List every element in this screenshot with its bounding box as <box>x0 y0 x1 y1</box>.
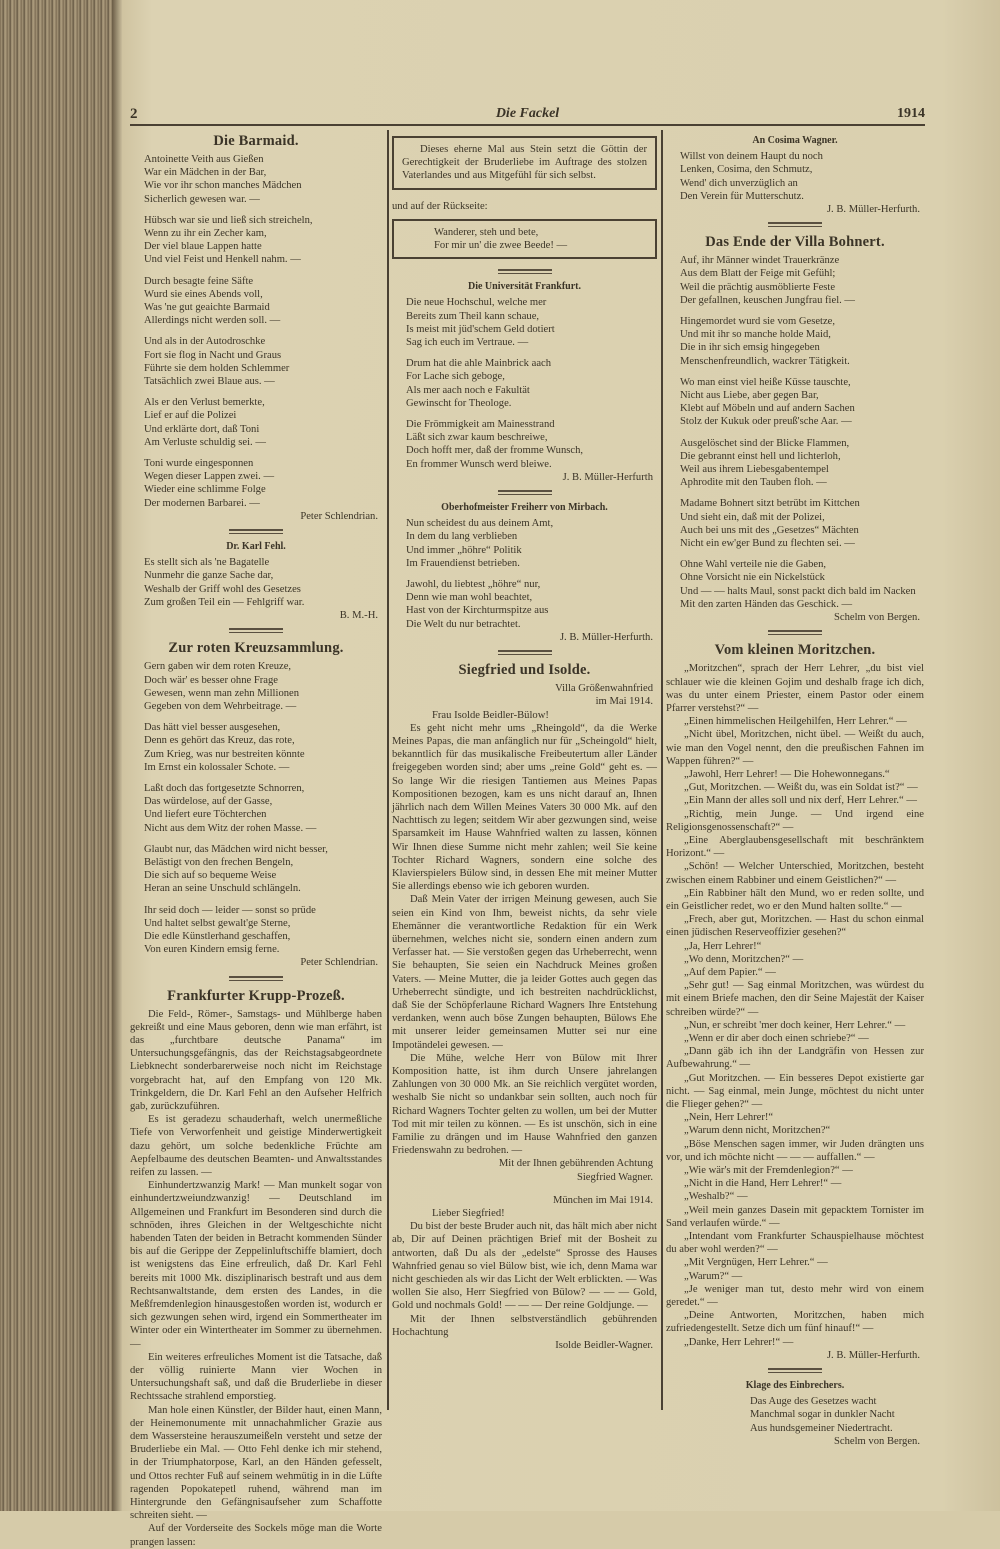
poem-line: Stolz der Kukuk oder preuß'sche Aar. — <box>680 416 852 428</box>
section-divider <box>498 650 552 655</box>
poem <box>680 1395 924 1435</box>
letter-closing <box>392 1339 653 1352</box>
poem-stanza <box>144 396 382 449</box>
closing-line: Siegfried Wagner. <box>576 1171 653 1183</box>
paragraph: „Sehr gut! — Sag einmal Moritzchen, was würdest du mit einem Briefe machen, den dir Seine Majestät der Kaiser schreiben würde?“ — <box>666 980 924 1018</box>
letter-dateline <box>392 682 653 708</box>
poem-line: Auf, ihr Männer windet Trauerkränze <box>680 255 840 267</box>
poem-line: Antoinette Veith aus Gießen <box>144 154 264 165</box>
paragraph: Die Feld-, Römer-, Samstags- und Mühlberge haben gekreißt und eine Maus geboren, denn wie man erfährt, ist das „furchtbare deutsche Panama“ im Untersuchungsgefängnis, das der Reichstagsabgeordnete Liebknecht sonderbarerweise noch nicht im Reichstage vorgebracht hat, auf den Empfang von 120 Mk. Trinkgeldern, die Dr. Karl Fehl an den Aufseher Helfrich gab, zurückzuführen. <box>130 1008 382 1112</box>
poem-line: Und immer „höhre“ Politik <box>406 544 522 556</box>
book-page-edges <box>0 0 122 1511</box>
poem-line: Gewinscht for Theologe. <box>406 397 512 409</box>
paragraph: „Wo denn, Moritzchen?“ — <box>684 953 804 965</box>
poem-line: Sag ich euch im Vertraue. — <box>406 337 529 349</box>
poem-line: Zum großen Teil ein — Fehlgriff war. <box>144 596 305 608</box>
poem-line: In dem du lang verblieben <box>406 531 518 543</box>
poem-line: Wie vor ihr schon manches Mädchen <box>144 180 302 192</box>
paragraph: „Ein Rabbiner hält den Mund, wo er reden sollte, und ein Geistlicher redet, wo er den Mund halten sollte.“ — <box>666 887 924 912</box>
poem <box>144 556 382 609</box>
paragraph: Auf der Vorderseite des Sockels möge man die Worte prangen lassen: <box>130 1523 382 1548</box>
author-signature: Schelm von Bergen. <box>833 1435 920 1447</box>
column-2 <box>392 130 657 1352</box>
letter-closing <box>392 1157 653 1183</box>
author-signature: Peter Schlendrian. <box>300 510 378 522</box>
poem-line: Die gebrannt einst hell und lichterloh, <box>680 450 841 462</box>
inscription-text: Dieses eherne Mal aus Stein setzt die Göttin der Gerechtigkeit der Bruderliebe im Auftrage des stolzen Vaterlandes und aus Mitgefühl für sich selbst. <box>402 144 647 182</box>
poem-line: Lief er auf die Polizei <box>144 410 237 422</box>
poem-line: Toni wurde eingesponnen <box>144 458 254 470</box>
paragraph: „Schön! — Welcher Unterschied, Moritzchen, besteht zwischen einem Rabbiner und einem Geistlichen?“ — <box>666 861 924 886</box>
paragraph: „Intendant vom Frankfurter Schauspielhause möchtest du aber wohl werden?“ — <box>666 1231 924 1256</box>
poem-stanza <box>406 296 657 349</box>
poem-line: Aus dem Blatt der Feige mit Gefühl; <box>680 268 836 280</box>
boxed-inscription <box>392 136 657 190</box>
paragraph: „Nicht in die Hand, Herr Lehrer!“ — <box>684 1178 842 1190</box>
poem-line: Als er den Verlust bemerkte, <box>144 397 265 409</box>
section-divider <box>498 490 552 495</box>
poem-line: Fort sie flog in Nacht und Graus <box>144 349 282 361</box>
poem <box>144 153 382 510</box>
poem-line: Ohne Wahl verteile nie die Gaben, <box>680 559 827 571</box>
section-divider <box>768 222 822 227</box>
poem-stanza <box>144 556 382 609</box>
paragraph: Es ist geradezu schauderhaft, welch unermeßliche Tiefe von Verworfenheit und geistige Minderwertigkeit dazu gehört, um solche bedenkliche Früchte am Aepfelbaume des deutschen Beamten- und Anwaltsstandes reifen zu lassen. — <box>130 1114 382 1178</box>
poem-stanza <box>406 418 657 471</box>
poem-line: Tatsächlich zwei Blaue aus. — <box>144 376 275 388</box>
poem-line: Von euren Kindern emsig ferne. <box>144 944 280 956</box>
poem-line: Denn es gehört das Kreuz, das rote, <box>144 735 295 747</box>
poem-stanza <box>144 335 382 388</box>
paragraph: „Weil mein ganzes Dasein mit gepacktem Tornister im Sand verlaufen würde.“ — <box>666 1204 924 1229</box>
author-signature: B. M.-H. <box>339 610 378 622</box>
poem-line: Läßt sich zwar kaum beschreiwe, <box>406 432 548 444</box>
paragraph: „Böse Menschen sagen immer, wir Juden drängten uns vor, und ich möchte nicht — — — auffallen.“ — <box>666 1138 924 1163</box>
poem-stanza <box>680 150 924 203</box>
article-title: Zur roten Kreuzsammlung. <box>168 640 344 657</box>
paragraph: „Nicht übel, Moritzchen, nicht übel. — Weißt du auch, wie man den Vogel nennt, den die preußischen Fahnen im Wappen führen?“ — <box>666 729 924 767</box>
poem-stanza <box>750 1395 924 1435</box>
poem-line: Aphrodite mit den Tauben floh. — <box>680 477 827 489</box>
author-signature: J. B. Müller-Herfurth. <box>826 204 920 216</box>
poem-stanza <box>680 254 924 307</box>
poem <box>680 254 924 611</box>
poem-stanza <box>680 437 924 490</box>
article-subtitle: Oberhofmeister Freiherr von Mirbach. <box>441 502 608 514</box>
paragraph: „Eine Aberglaubensgesellschaft mit beschränktem Horizont.“ — <box>666 834 924 860</box>
article-subtitle: An Cosima Wagner. <box>752 135 838 146</box>
body-text: und auf der Rückseite: <box>392 200 488 212</box>
poem-stanza <box>144 457 382 510</box>
paragraph: „Nun, er schreibt 'mer doch keiner, Herr Lehrer.“ — <box>684 1019 906 1031</box>
article-title: Die Barmaid. <box>213 133 299 149</box>
paragraph: „Gut, Moritzchen. — Weißt du, was ein Soldat ist?“ — <box>684 782 918 794</box>
poem-stanza <box>144 275 382 328</box>
section-divider <box>229 976 283 981</box>
article-title: Frankfurter Krupp-Prozeß. <box>167 987 345 1004</box>
article-subtitle: Die Universität Frankfurt. <box>467 281 582 293</box>
poem-line: Lenken, Cosima, den Schmutz, <box>680 164 813 176</box>
poem-line: Nicht ein ew'ger Bund zu flechten sei. — <box>680 538 855 550</box>
paragraph: Man hole einen Künstler, der Bilder haut, einen Mann, der Heinemonumente mit unnachahmlicher Grazie aus dem Wassersteine herauszumeißeln versteht und setze der Bruderliebe ein Mal. — Otto Fehl denke ich mir stehend, in der Triumphatorpose, Karl, an den Händen gefesselt, und Ottos rechter Fuß auf seinem wehmütig in in die Lüfte ragenden Popokatepetl ruhend, während man im Hintergrunde den Gefängnisaufseher zum Schaffotte schreiten sieht. — <box>130 1404 382 1522</box>
section-divider <box>229 529 283 534</box>
poem <box>680 150 924 203</box>
poem-line: Laßt doch das fortgesetzte Schnorren, <box>144 782 305 794</box>
poem-line: Ausgelöschet sind der Blicke Flammen, <box>680 437 850 449</box>
poem-line: Mit den zarten Händen das Geschick. — <box>680 598 853 610</box>
poem-line: Und viel Feist und Henkell nahm. — <box>144 254 301 266</box>
paragraph: „Nein, Herr Lehrer!“ <box>684 1112 774 1124</box>
paragraph: „Frech, aber gut, Moritzchen. — Hast du schon einmal einen jüdischen Reserveoffizier gesehen?“ <box>666 914 924 939</box>
paragraph: „Dann gäb ich ihn der Landgräfin von Hessen zur Aufbewahrung.“ — <box>666 1046 924 1071</box>
paragraph: „Ja, Herr Lehrer!“ <box>684 940 762 952</box>
poem-line: War ein Mädchen in der Bar, <box>144 167 267 179</box>
poem <box>406 517 657 631</box>
paragraph: „Wenn er dir aber doch einen schriebe?“ — <box>684 1032 869 1044</box>
poem-line: Is meist mit jüd'schem Geld dotiert <box>406 323 555 335</box>
poem-line: Die edle Künstlerhand geschaffen, <box>144 930 291 942</box>
poem-line: Manchmal sogar in dunkler Nacht <box>750 1409 895 1421</box>
poem-line: Nicht aus dem Witz der rohen Masse. — <box>144 822 317 834</box>
poem-line: Der viel blaue Lappen hatte <box>144 241 262 253</box>
poem-line: Und haltet selbst gewalt'ge Sterne, <box>144 917 291 929</box>
poem-line: Die neue Hochschul, welche mer <box>406 297 547 309</box>
paragraph: Ein weiteres erfreuliches Moment ist die Tatsache, daß der völlig ruinierte Mann vier Wochen in Untersuchungshaft saß, und daß die Bruderliebe in dieser Rechtssache strahlend emporstieg. <box>130 1351 382 1403</box>
poem-line: Und — — halts Maul, sonst packt dich bald im Nacken <box>680 585 916 597</box>
poem-line: Heran an seine Unschuld schlängeln. <box>144 883 301 895</box>
paragraph: „Danke, Herr Lehrer!“ — <box>684 1336 794 1348</box>
author-signature: J. B. Müller-Herfurth. <box>826 1349 920 1361</box>
poem-stanza <box>144 904 382 957</box>
poem-line: Den Verein für Mutterschutz. <box>680 190 804 202</box>
publication-title: Die Fackel <box>495 106 560 121</box>
poem-stanza <box>144 721 382 774</box>
poem-line: Gern gaben wir dem roten Kreuze, <box>144 661 292 673</box>
paragraph: „Weshalb?“ — <box>684 1191 748 1203</box>
poem-line: Jawohl, du liebtest „höhre“ nur, <box>406 579 541 591</box>
poem-line: Wegen dieser Lappen zwei. — <box>144 471 275 483</box>
poem-line: Hübsch war sie und ließ sich streicheln, <box>144 214 313 226</box>
poem-line: Weil die prächtig ausmöblierte Feste <box>680 281 836 293</box>
poem-line: Hingemordet wurd sie vom Gesetze, <box>680 316 836 328</box>
poem-stanza <box>144 214 382 267</box>
article-body <box>666 662 924 1349</box>
paragraph: „Gut Moritzchen. — Ein besseres Depot existierte gar nicht. — Sag einmal, mein Junge, möchtest du nicht unter die Flieger gehen?“ — <box>666 1072 924 1110</box>
spacer <box>392 1184 657 1194</box>
paragraph: „Einen himmelischen Heilgehilfen, Herr Lehrer.“ — <box>684 716 907 728</box>
poem-line: Die Welt du nur betrachtet. <box>406 618 521 630</box>
paragraph: „Ein Mann der alles soll und nix derf, Herr Lehrer.“ — <box>684 795 917 807</box>
author-signature: J. B. Müller-Herfurth. <box>559 631 653 643</box>
poem-line: Bereits zum Theil kann schaue, <box>406 310 540 322</box>
inscription-line: For mir un' die zwee Beede! — <box>434 240 568 252</box>
column-rule <box>661 130 663 1410</box>
author-signature: J. B. Müller-Herfurth <box>562 471 653 483</box>
article-body <box>392 1220 657 1339</box>
poem-stanza <box>144 782 382 835</box>
poem-stanza <box>144 843 382 896</box>
page-header <box>130 104 925 126</box>
paragraph: Mit der Ihnen selbstverständlich gebührenden Hochachtung <box>392 1313 657 1338</box>
poem-line: Menschenfreundlich, wackrer Tätigkeit. <box>680 355 850 367</box>
closing-line: Isolde Beidler-Wagner. <box>555 1340 653 1352</box>
poem-line: Die Frömmigkeit am Mainesstrand <box>406 419 555 431</box>
paragraph: „Deine Antworten, Moritzchen, haben mich zufriedengestellt. Setze dich um fünf hinauf!“ — <box>666 1310 924 1335</box>
poem-stanza <box>406 517 657 570</box>
poem-line: Im Frauendienst betrieben. <box>406 557 520 569</box>
poem-line: Und sieht ein, daß mit der Polizei, <box>680 511 825 523</box>
poem-line: Ohne Vorsicht nie ein Nickelstück <box>680 572 825 584</box>
dateline-line: München im Mai 1914. <box>552 1194 653 1206</box>
poem-line: Denn wie man wohl beachtet, <box>406 592 533 604</box>
poem-line: Wieder eine schlimme Folge <box>144 484 266 496</box>
poem-line: Gewesen, wenn man zehn Millionen <box>144 687 300 699</box>
author-signature: Schelm von Bergen. <box>833 612 920 624</box>
paragraph: Es geht nicht mehr ums „Rheingold“, da die Werke Meines Papas, die man anfänglich nur für „Scheingold“ hielt, bekanntlich für das musikalische Freibeutertum aller Länder freigegeben worden sind; aber ums „reine Gold“ geht es. — So lange Wir die riesigen Tantiemen aus Meines Papas Kompositionen bezogen, kam es uns nicht darauf an, Ihnen jährlich nach dem Willen Meines Vaters 30 000 Mk. auf den Nachttisch zu legen; seitdem Wir aber gezwungen sind, weise Sparsamkeit im Hause Wahnfried walten zu lassen, können Wir Ihnen diese Summe nicht mehr zahlen; weil Sie keine Tochter Richard Wagners, sondern eine solche des Klavierspielers Bülow sind, in dessen Ehe mit meiner Mutter Sie allerdings ebenso wie ich geboren wurden. <box>392 722 657 893</box>
poem-stanza <box>680 497 924 550</box>
column-rule <box>387 130 389 1410</box>
poem-line: Doch wär' es besser ohne Frage <box>144 674 278 686</box>
poem-line: Es stellt sich als 'ne Bagatelle <box>144 557 270 569</box>
poem-line: Doch hofft mer, daß der fromme Wunsch, <box>406 445 584 457</box>
poem-line: Und als in der Autodroschke <box>144 336 266 348</box>
poem-line: Der modernen Barbarei. — <box>144 497 260 509</box>
publication-year: 1914 <box>897 106 925 121</box>
author-signature: Peter Schlendrian. <box>300 957 378 969</box>
poem-line: Sicherlich gewesen war. — <box>144 193 260 205</box>
page-number: 2 <box>130 106 138 122</box>
article-title: Vom kleinen Moritzchen. <box>714 642 876 659</box>
paragraph: „Mit Vergnügen, Herr Lehrer.“ — <box>684 1257 828 1269</box>
poem-line: Weil aus ihrem Liebesgabentempel <box>680 464 829 476</box>
poem-line: Die in ihr sich emsig hingegeben <box>680 342 820 354</box>
poem-line: Drum hat die ahle Mainbrick aach <box>406 358 552 370</box>
section-divider <box>768 1368 822 1373</box>
paragraph: Die Mühe, welche Herr von Bülow mit Ihrer Komposition hatte, ist ihm durch Unsere jahrelangen Zahlungen von 30 000 Mk. an Sie reichlich vergütet worden, weshalb Sie nicht so undankbar sein sollten, auch noch für Richard Wagners Tochter gelten zu wollen, um bei der Mutter Tod mit mir teilen zu können. — Es ist unschön, sich in eine Familie zu drängen und im Hause Wahnfried den ganzen Friedenswahn zu bedrohen. — <box>392 1052 657 1157</box>
letter-dateline <box>392 1194 653 1207</box>
poem-line: Allerdings nicht werden soll. — <box>144 315 281 327</box>
paragraph: „Richtig, mein Junge. — Und irgend eine Religionsgenossenschaft?“ — <box>666 808 924 833</box>
article-body <box>392 722 657 1158</box>
poem-line: Das würdelose, auf der Gasse, <box>144 796 273 808</box>
section-divider <box>498 269 552 274</box>
paragraph: „Moritzchen“, sprach der Herr Lehrer, „du bist viel schlauer wie die kleinen Gojim und deshalb frage ich dich, was du unter einem Priester, einem Pastor oder einem Pfarrer verstehst?“ — <box>666 663 924 714</box>
letter-salutation: Lieber Siegfried! <box>432 1208 505 1220</box>
poem-stanza <box>680 558 924 611</box>
column-1 <box>130 130 382 1549</box>
paragraph: Du bist der beste Bruder auch nit, das hält mich aber nicht ab, Dir auf Deinen prächtigen Brief mit der Bosheit zu antworten, daß Du als der „edelste“ Sprosse des Hauses Wahnfried genau so viel Bülow bist, wie ich, denn Mama war nicht geschieden als wir das Licht der Welt erblickten. — Was wollen Sie also, Herr Siegfried von Bülow? — — — Gold, Gold und nochmals Gold! — — — Der reine Goldjunge. — <box>392 1221 657 1312</box>
article-subtitle: Dr. Karl Fehl. <box>226 541 286 553</box>
poem-line: Nun scheidest du aus deinem Amt, <box>406 518 554 530</box>
section-divider <box>229 628 283 633</box>
poem-stanza <box>680 315 924 368</box>
poem-line: Zum Krieg, was nur bestreiten könnte <box>144 748 305 760</box>
poem-line: Weshalb der Griff wohl des Gesetzes <box>144 583 301 595</box>
poem-line: Führte sie dem holden Schlemmer <box>144 362 290 374</box>
poem-line: Willst von deinem Haupt du noch <box>680 151 823 163</box>
poem-line: Das Auge des Gesetzes wacht <box>750 1396 877 1408</box>
poem-line: Das hätt viel besser ausgesehen, <box>144 722 281 734</box>
poem-line: For Lache sich geboge, <box>406 371 505 383</box>
poem <box>144 660 382 956</box>
closing-line: Mit der Ihnen gebührenden Achtung <box>498 1158 653 1170</box>
poem-stanza <box>680 376 924 429</box>
poem-line: Und mit ihr so manche holde Maid, <box>680 329 831 341</box>
section-divider <box>768 630 822 635</box>
poem-line: Wend' dich unverzüglich an <box>680 177 798 189</box>
poem-line: Aus hundsgemeiner Niedertracht. <box>750 1422 893 1434</box>
letter-salutation: Frau Isolde Beidler-Bülow! <box>432 709 549 721</box>
poem-line: Wo man einst viel heiße Küsse tauschte, <box>680 376 851 388</box>
poem-stanza <box>406 578 657 631</box>
paragraph: „Wie wär's mit der Fremdenlegion?“ — <box>684 1165 853 1177</box>
poem-line: Ihr seid doch — leider — sonst so prüde <box>144 904 316 916</box>
poem-line: Klebt auf Möbeln und auf andern Sachen <box>680 403 855 415</box>
poem-line: Was 'ne gut geaichte Barmaid <box>144 302 270 314</box>
boxed-inscription <box>392 219 657 259</box>
poem <box>406 296 657 470</box>
article-subtitle: Klage des Einbrechers. <box>745 1380 845 1392</box>
poem-line: Der gefallnen, keuschen Jungfrau fiel. — <box>680 294 856 306</box>
paragraph: „Auf dem Papier.“ — <box>684 966 776 978</box>
poem-line: En frommer Wunsch werd bleiwe. <box>406 458 552 470</box>
paragraph: „Warum denn nicht, Moritzchen?“ <box>684 1125 831 1137</box>
dateline-line: im Mai 1914. <box>595 696 653 708</box>
column-3 <box>666 130 924 1450</box>
dateline-line: Villa Größenwahnfried <box>555 683 653 695</box>
poem-line: Durch besagte feine Säfte <box>144 275 254 287</box>
article-title: Siegfried und Isolde. <box>458 662 591 679</box>
poem-line: Glaubt nur, das Mädchen wird nicht besser, <box>144 843 328 855</box>
poem-line: Die sich auf so bequeme Weise <box>144 870 277 882</box>
paragraph: Daß Mein Vater der irrigen Meinung gewesen, auch Sie seien ein Kind von Ihm, beweist nichts, da sehr viele Ehemänner die verantwortliche Redaktion für ein Werk übernehmen, welches nicht sie, sondern einen andern zum Verfasser hat. — Sie verstoßen gegen das Urheberrecht, wenn Sie behaupten, Sie seien ein Nachdruck Meines großen Vaters. — Meine Mutter, die ja leider Gottes auch gegen das Urheberrecht sündigte, und ich bestreiten nachdrücklichst, daß Sie der Schöpferlaune Richard Wagners Ihre Entstehung verdanken, wenn auch böse Zungen behaupten, Bülows Ehe mit unserer leider gemeinsamen Mutter sei nur eine Impotändelei gewesen. — <box>392 894 657 1051</box>
poem-line: Wenn zu ihr ein Zecher kam, <box>144 228 267 240</box>
poem-line: Als mer aach noch e Fakultät <box>406 384 530 396</box>
paragraph: „Je weniger man tut, desto mehr wird von einem geredet.“ — <box>666 1283 924 1309</box>
inscription-line: Wanderer, steh und bete, <box>434 226 539 238</box>
paragraph: „Warum?“ — <box>684 1270 743 1282</box>
poem-line: Wurd sie eines Abends voll, <box>144 288 263 300</box>
poem-stanza <box>144 660 382 713</box>
poem-line: Nunmehr die ganze Sache dar, <box>144 570 274 582</box>
paragraph: Einhundertzwanzig Mark! — Man munkelt sogar von einhundertzweiundzwanzig! — Deutschland im Allgemeinen und Frankfurt im Besonderen sind durch die schnöden, ihres Gleichen in der Weltgeschichte nicht habenden Taten der beiden in Betracht kommenden Sünder bis auf die Gerippe der Zeppelinluftschiffe blamiert, doch ist wenigstens das Eine erfreulich, daß Dr. Karl Fehl bereits mit 1000 Mk. disziplinarisch bestraft und aus dem Rechtsanwaltstande, dem ersten des Landes, in die Meßfremdenlegion hinausgestoßen worden ist, wodurch er sich gezwungen sehen wird, irgend ein Sommertheater im Winter oder ein Wintertheater im Sommer zu übernehmen. — <box>130 1180 382 1350</box>
poem-line: Am Verluste schuldig sei. — <box>144 436 266 448</box>
article-body <box>130 1008 382 1549</box>
article-title: Das Ende der Villa Bohnert. <box>705 234 885 251</box>
poem-line: Und erklärte dort, daß Toni <box>144 423 260 435</box>
poem-line: Nicht aus Liebe, aber gegen Bar, <box>680 390 819 402</box>
poem-line: Hast von der Kirchturmspitze aus <box>406 605 549 617</box>
poem-stanza <box>406 357 657 410</box>
poem-line: Gegeben von dem Wehrbeitrage. — <box>144 700 297 712</box>
poem-line: Madame Bohnert sitzt betrübt im Kittchen <box>680 498 860 510</box>
poem-line: Auch bei uns mit des „Gesetzes“ Mächten <box>680 524 859 536</box>
paragraph: „Jawohl, Herr Lehrer! — Die Hohewonnegans.“ <box>684 768 890 780</box>
poem-stanza <box>144 153 382 206</box>
poem-line: Im Ernst ein kolossaler Schote. — <box>144 761 290 773</box>
poem-line: Belästigt von den frechen Bengeln, <box>144 856 294 868</box>
poem-line: Und liefert eure Töchterchen <box>144 809 267 821</box>
